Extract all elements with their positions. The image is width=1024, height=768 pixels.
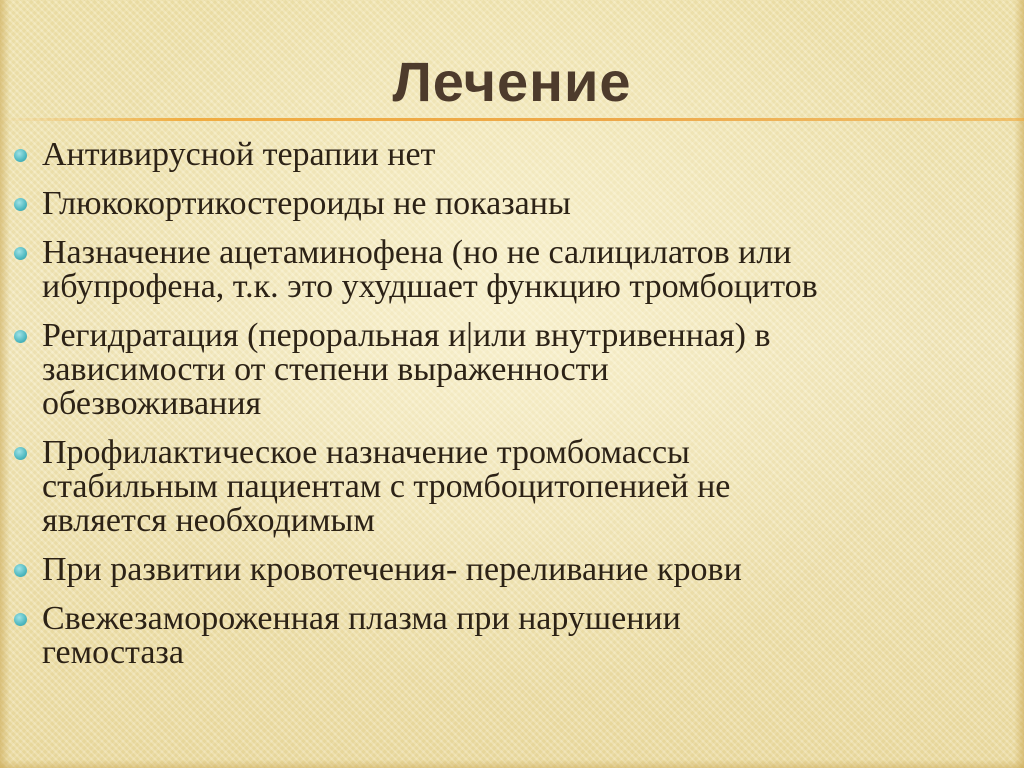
bullet-line: Глюкокортикостероиды не показаны bbox=[42, 185, 571, 222]
bullet-dot-icon bbox=[14, 330, 27, 343]
bullet-line: Антивирусной терапии нет bbox=[42, 136, 436, 173]
bullet-line: ибупрофена, т.к. это ухудшает функцию тромбоцитов bbox=[42, 268, 818, 305]
bullet-dot-icon bbox=[14, 447, 27, 460]
bullet-item bbox=[12, 319, 1012, 421]
bullet-line: При развитии кровотечения- переливание крови bbox=[42, 551, 742, 588]
bullet-item bbox=[12, 553, 1012, 587]
bullet-list bbox=[12, 138, 1012, 685]
bullet-line: Регидратация (пероральная и|или внутривенная) в bbox=[42, 317, 771, 354]
bullet-line: Назначение ацетаминофена (но не салицилатов или bbox=[42, 234, 792, 271]
bullet-line: зависимости от степени выраженности bbox=[42, 351, 609, 388]
bullet-line: Профилактическое назначение тромбомассы bbox=[42, 434, 690, 471]
bullet-dot-icon bbox=[14, 613, 27, 626]
bullet-dot-icon bbox=[14, 564, 27, 577]
bullet-item bbox=[12, 236, 1012, 304]
bullet-item bbox=[12, 436, 1012, 538]
bullet-item bbox=[12, 187, 1012, 221]
bullet-dot-icon bbox=[14, 198, 27, 211]
bullet-line: стабильным пациентам с тромбоцитопенией не bbox=[42, 468, 731, 505]
bullet-dot-icon bbox=[14, 149, 27, 162]
bullet-dot-icon bbox=[14, 247, 27, 260]
title-underline bbox=[0, 118, 1024, 121]
slide-title: Лечение bbox=[392, 50, 632, 113]
bullet-line: является необходимым bbox=[42, 502, 375, 539]
bullet-line: гемостаза bbox=[42, 634, 184, 671]
bullet-item bbox=[12, 138, 1012, 172]
bullet-item bbox=[12, 602, 1012, 670]
bullet-line: обезвоживания bbox=[42, 385, 262, 422]
slide-frame-bottom bbox=[0, 760, 1024, 768]
bullet-line: Свежезамороженная плазма при нарушении bbox=[42, 600, 681, 637]
